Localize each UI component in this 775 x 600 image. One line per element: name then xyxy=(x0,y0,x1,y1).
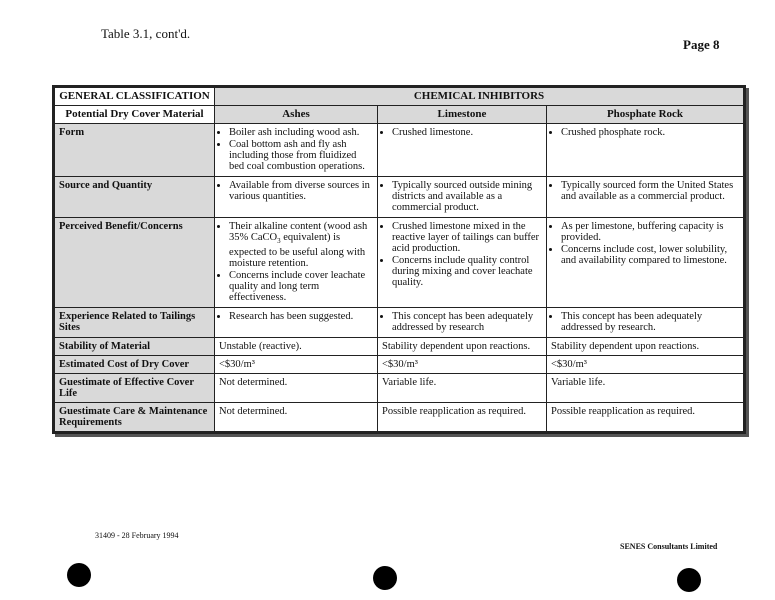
bullet-item: • Their alkaline content (wood ash 35% CaCO$_3$ equivalent) is expected to be useful along with moisture retention. xyxy=(229,221,373,269)
table-cell: Not determined. xyxy=(215,374,378,403)
table-cell: <$30/m³ xyxy=(547,356,744,374)
table-cell xyxy=(547,124,744,177)
table-title: Table 3.1, cont'd. xyxy=(101,26,191,41)
bullet-item: • As per limestone, buffering capacity is provided. xyxy=(561,221,739,243)
page-number: Page 8 xyxy=(683,37,720,52)
binder-hole-left xyxy=(67,563,91,587)
table-cell xyxy=(378,308,547,338)
bullet-item: • Concerns include quality control during mixing and cover leachate quality. xyxy=(392,255,542,288)
table-cell: Variable life. xyxy=(547,374,744,403)
general-classification-header: GENERAL CLASSIFICATION xyxy=(55,88,215,106)
table-row xyxy=(55,218,744,308)
header-row-1 xyxy=(55,88,744,106)
table-row xyxy=(55,177,744,218)
classification-table xyxy=(54,87,744,432)
table-cell xyxy=(378,177,547,218)
table-cell xyxy=(215,124,378,177)
table-cell xyxy=(378,218,547,308)
row-label: Guestimate Care & Maintenance Requirements xyxy=(55,403,215,432)
table-cell xyxy=(547,177,744,218)
row-label: Experience Related to Tailings Sites xyxy=(55,308,215,338)
table-cell: Stability dependent upon reactions. xyxy=(547,338,744,356)
table-row xyxy=(55,338,744,356)
column-header-limestone: Limestone xyxy=(378,106,547,124)
table-cell xyxy=(215,308,378,338)
bullet-item: • Coal bottom ash and fly ash including those from fluidized bed coal combustion operations. xyxy=(229,139,373,172)
table-cell: Variable life. xyxy=(378,374,547,403)
bullet-item: • Concerns include cost, lower solubility, and availability compared to limestone. xyxy=(561,244,739,266)
table-cell xyxy=(547,308,744,338)
bullet-item: • Available from diverse sources in various quantities. xyxy=(229,180,373,202)
table-row xyxy=(55,356,744,374)
table-cell: <$30/m³ xyxy=(215,356,378,374)
bullet-item: • Typically sourced form the United States and available as a commercial product. xyxy=(561,180,739,202)
row-label: Source and Quantity xyxy=(55,177,215,218)
classification-table-frame xyxy=(52,85,746,434)
table-cell xyxy=(378,124,547,177)
table-cell: <$30/m³ xyxy=(378,356,547,374)
table-cell: Not determined. xyxy=(215,403,378,432)
binder-hole-right xyxy=(677,568,701,592)
table-row xyxy=(55,403,744,432)
document-date-footer: 31409 - 28 February 1994 xyxy=(95,531,179,540)
bullet-item: • Concerns include cover leachate quality and long term effectiveness. xyxy=(229,270,373,303)
company-name-footer: SENES Consultants Limited xyxy=(620,542,718,551)
table-cell: Possible reapplication as required. xyxy=(378,403,547,432)
row-label: Estimated Cost of Dry Cover xyxy=(55,356,215,374)
table-cell xyxy=(215,177,378,218)
row-label: Guestimate of Effective Cover Life xyxy=(55,374,215,403)
bullet-item: • Boiler ash including wood ash. xyxy=(229,127,373,138)
table-cell: Possible reapplication as required. xyxy=(547,403,744,432)
potential-material-header: Potential Dry Cover Material xyxy=(55,106,215,124)
table-row xyxy=(55,308,744,338)
column-header-phosphate-rock: Phosphate Rock xyxy=(547,106,744,124)
bullet-item: • Typically sourced outside mining districts and available as a commercial product. xyxy=(392,180,542,213)
bullet-item: • Crushed phosphate rock. xyxy=(561,127,739,138)
header-row-2 xyxy=(55,106,744,124)
table-cell xyxy=(547,218,744,308)
table-cell: Stability dependent upon reactions. xyxy=(378,338,547,356)
column-header-ashes: Ashes xyxy=(215,106,378,124)
table-row xyxy=(55,374,744,403)
bullet-item: • This concept has been adequately addressed by research xyxy=(392,311,542,333)
table-row xyxy=(55,124,744,177)
bullet-item: • Crushed limestone mixed in the reactive layer of tailings can buffer acid production. xyxy=(392,221,542,254)
bullet-item: • Research has been suggested. xyxy=(229,311,373,322)
bullet-item: • Crushed limestone. xyxy=(392,127,542,138)
row-label: Stability of Material xyxy=(55,338,215,356)
row-label: Form xyxy=(55,124,215,177)
binder-hole-center xyxy=(373,566,397,590)
table-cell xyxy=(215,218,378,308)
row-label: Perceived Benefit/Concerns xyxy=(55,218,215,308)
table-cell: Unstable (reactive). xyxy=(215,338,378,356)
bullet-item: • This concept has been adequately addressed by research. xyxy=(561,311,739,333)
chemical-inhibitors-header: CHEMICAL INHIBITORS xyxy=(215,88,744,106)
